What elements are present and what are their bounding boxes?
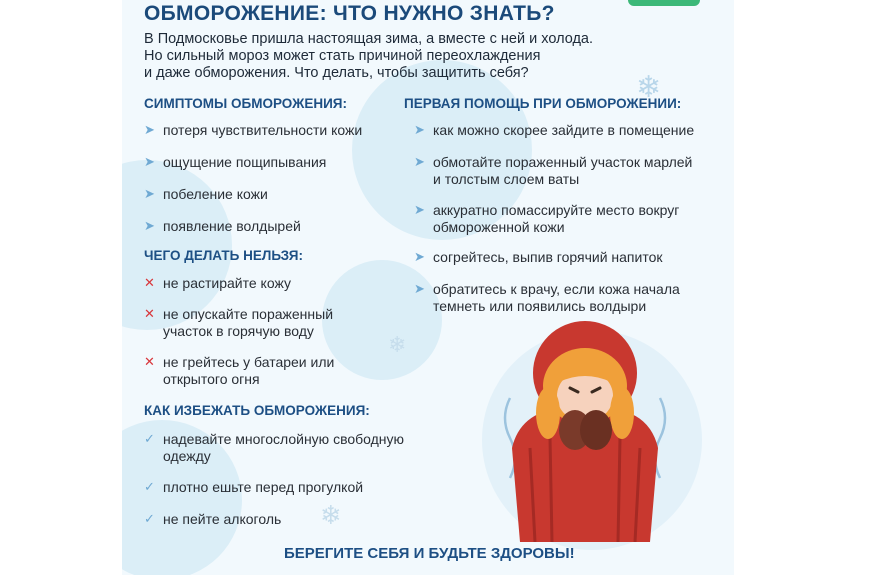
symptom-text: ощущение пощипывания <box>163 154 327 170</box>
ear-flap <box>536 387 560 439</box>
wind-line <box>655 398 665 478</box>
symptom-text: побеление кожи <box>163 186 268 202</box>
first-aid-heading: ПЕРВАЯ ПОМОЩЬ ПРИ ОБМОРОЖЕНИИ: <box>404 96 682 111</box>
first-aid-text: аккуратно помассируйте место вокруг <box>433 202 680 218</box>
arrow-bullet-icon: ➤ <box>414 249 425 264</box>
first-aid-text: темнеть или появились волдыри <box>433 297 647 314</box>
intro-line: и даже обморожения. Что делать, чтобы защитить себя? <box>144 65 529 81</box>
symptom-item <box>144 218 301 235</box>
snowflake-icon: ❄ <box>636 71 662 104</box>
arrow-bullet-icon: ➤ <box>144 218 155 233</box>
dont-text: не растирайте кожу <box>163 275 291 291</box>
ear-flap <box>610 387 634 439</box>
first-aid-text: обратитесь к врачу, если кожа начала <box>433 281 680 297</box>
cross-bullet-icon: ✕ <box>144 354 155 369</box>
prevent-text: плотно ешьте перед прогулкой <box>163 479 364 495</box>
background-blob <box>322 260 442 380</box>
wind-line <box>505 398 515 478</box>
symptoms-heading: СИМПТОМЫ ОБМОРОЖЕНИЯ: <box>144 96 347 111</box>
arrow-bullet-icon: ➤ <box>414 122 425 137</box>
symptom-item <box>144 122 362 139</box>
first-aid-item <box>414 122 694 139</box>
arrow-bullet-icon: ➤ <box>414 154 425 169</box>
arrow-bullet-icon: ➤ <box>414 281 425 296</box>
first-aid-text: и толстым слоем ваты <box>433 170 580 187</box>
cross-bullet-icon: ✕ <box>144 275 155 290</box>
footer-slogan: БЕРЕГИТЕ СЕБЯ И БУДЬТЕ ЗДОРОВЫ! <box>284 545 575 562</box>
donts-heading: ЧЕГО ДЕЛАТЬ НЕЛЬЗЯ: <box>144 248 304 263</box>
intro-line: Но сильный мороз может стать причиной переохлаждения <box>144 48 541 64</box>
symptom-item <box>144 186 268 203</box>
first-aid-item <box>414 202 679 235</box>
brand-logo <box>628 0 700 6</box>
dont-text: не грейтесь у батареи или <box>163 354 335 370</box>
prevent-text: не пейте алкоголь <box>163 511 282 527</box>
first-aid-text: как можно скорее зайдите в помещение <box>433 122 695 138</box>
intro-line: В Подмосковье пришла настоящая зима, а вместе с ней и холода. <box>144 31 594 47</box>
dont-text: не опускайте пораженный <box>163 306 334 322</box>
prevent-heading: КАК ИЗБЕЖАТЬ ОБМОРОЖЕНИЯ: <box>144 403 370 418</box>
arrow-bullet-icon: ➤ <box>144 122 155 137</box>
first-aid-item <box>414 154 692 187</box>
dont-item <box>144 354 334 387</box>
mitten <box>580 410 612 450</box>
symptom-item <box>144 154 326 171</box>
prevent-text: надевайте многослойную свободную <box>163 431 405 447</box>
intro-text <box>144 31 684 82</box>
snowflake-icon: ❄ <box>388 332 407 357</box>
arrow-bullet-icon: ➤ <box>414 202 425 217</box>
prevent-item <box>144 431 404 464</box>
first-aid-item <box>414 281 680 314</box>
first-aid-item <box>414 249 663 266</box>
arrow-bullet-icon: ➤ <box>144 154 155 169</box>
prevent-item <box>144 479 363 496</box>
check-bullet-icon: ✓ <box>144 479 155 494</box>
check-bullet-icon: ✓ <box>144 431 155 446</box>
dont-text: участок в горячую воду <box>163 322 314 339</box>
poster-title: ОБМОРОЖЕНИЕ: ЧТО НУЖНО ЗНАТЬ? <box>144 2 555 25</box>
first-aid-text: согрейтесь, выпив горячий напиток <box>433 249 663 265</box>
arrow-bullet-icon: ➤ <box>144 186 155 201</box>
snowflake-icon: ❄ <box>320 500 342 530</box>
symptom-text: появление волдырей <box>163 218 301 234</box>
prevent-text: одежду <box>163 447 211 464</box>
dont-item <box>144 275 291 292</box>
prevent-item <box>144 511 281 528</box>
first-aid-text: обмотайте пораженный участок марлей <box>433 154 693 170</box>
dont-item <box>144 306 333 339</box>
cross-bullet-icon: ✕ <box>144 306 155 321</box>
frozen-person-illustration <box>490 318 680 542</box>
dont-text: открытого огня <box>163 370 260 387</box>
symptom-text: потеря чувствительности кожи <box>163 122 363 138</box>
check-bullet-icon: ✓ <box>144 511 155 526</box>
first-aid-text: обмороженной кожи <box>433 218 565 235</box>
